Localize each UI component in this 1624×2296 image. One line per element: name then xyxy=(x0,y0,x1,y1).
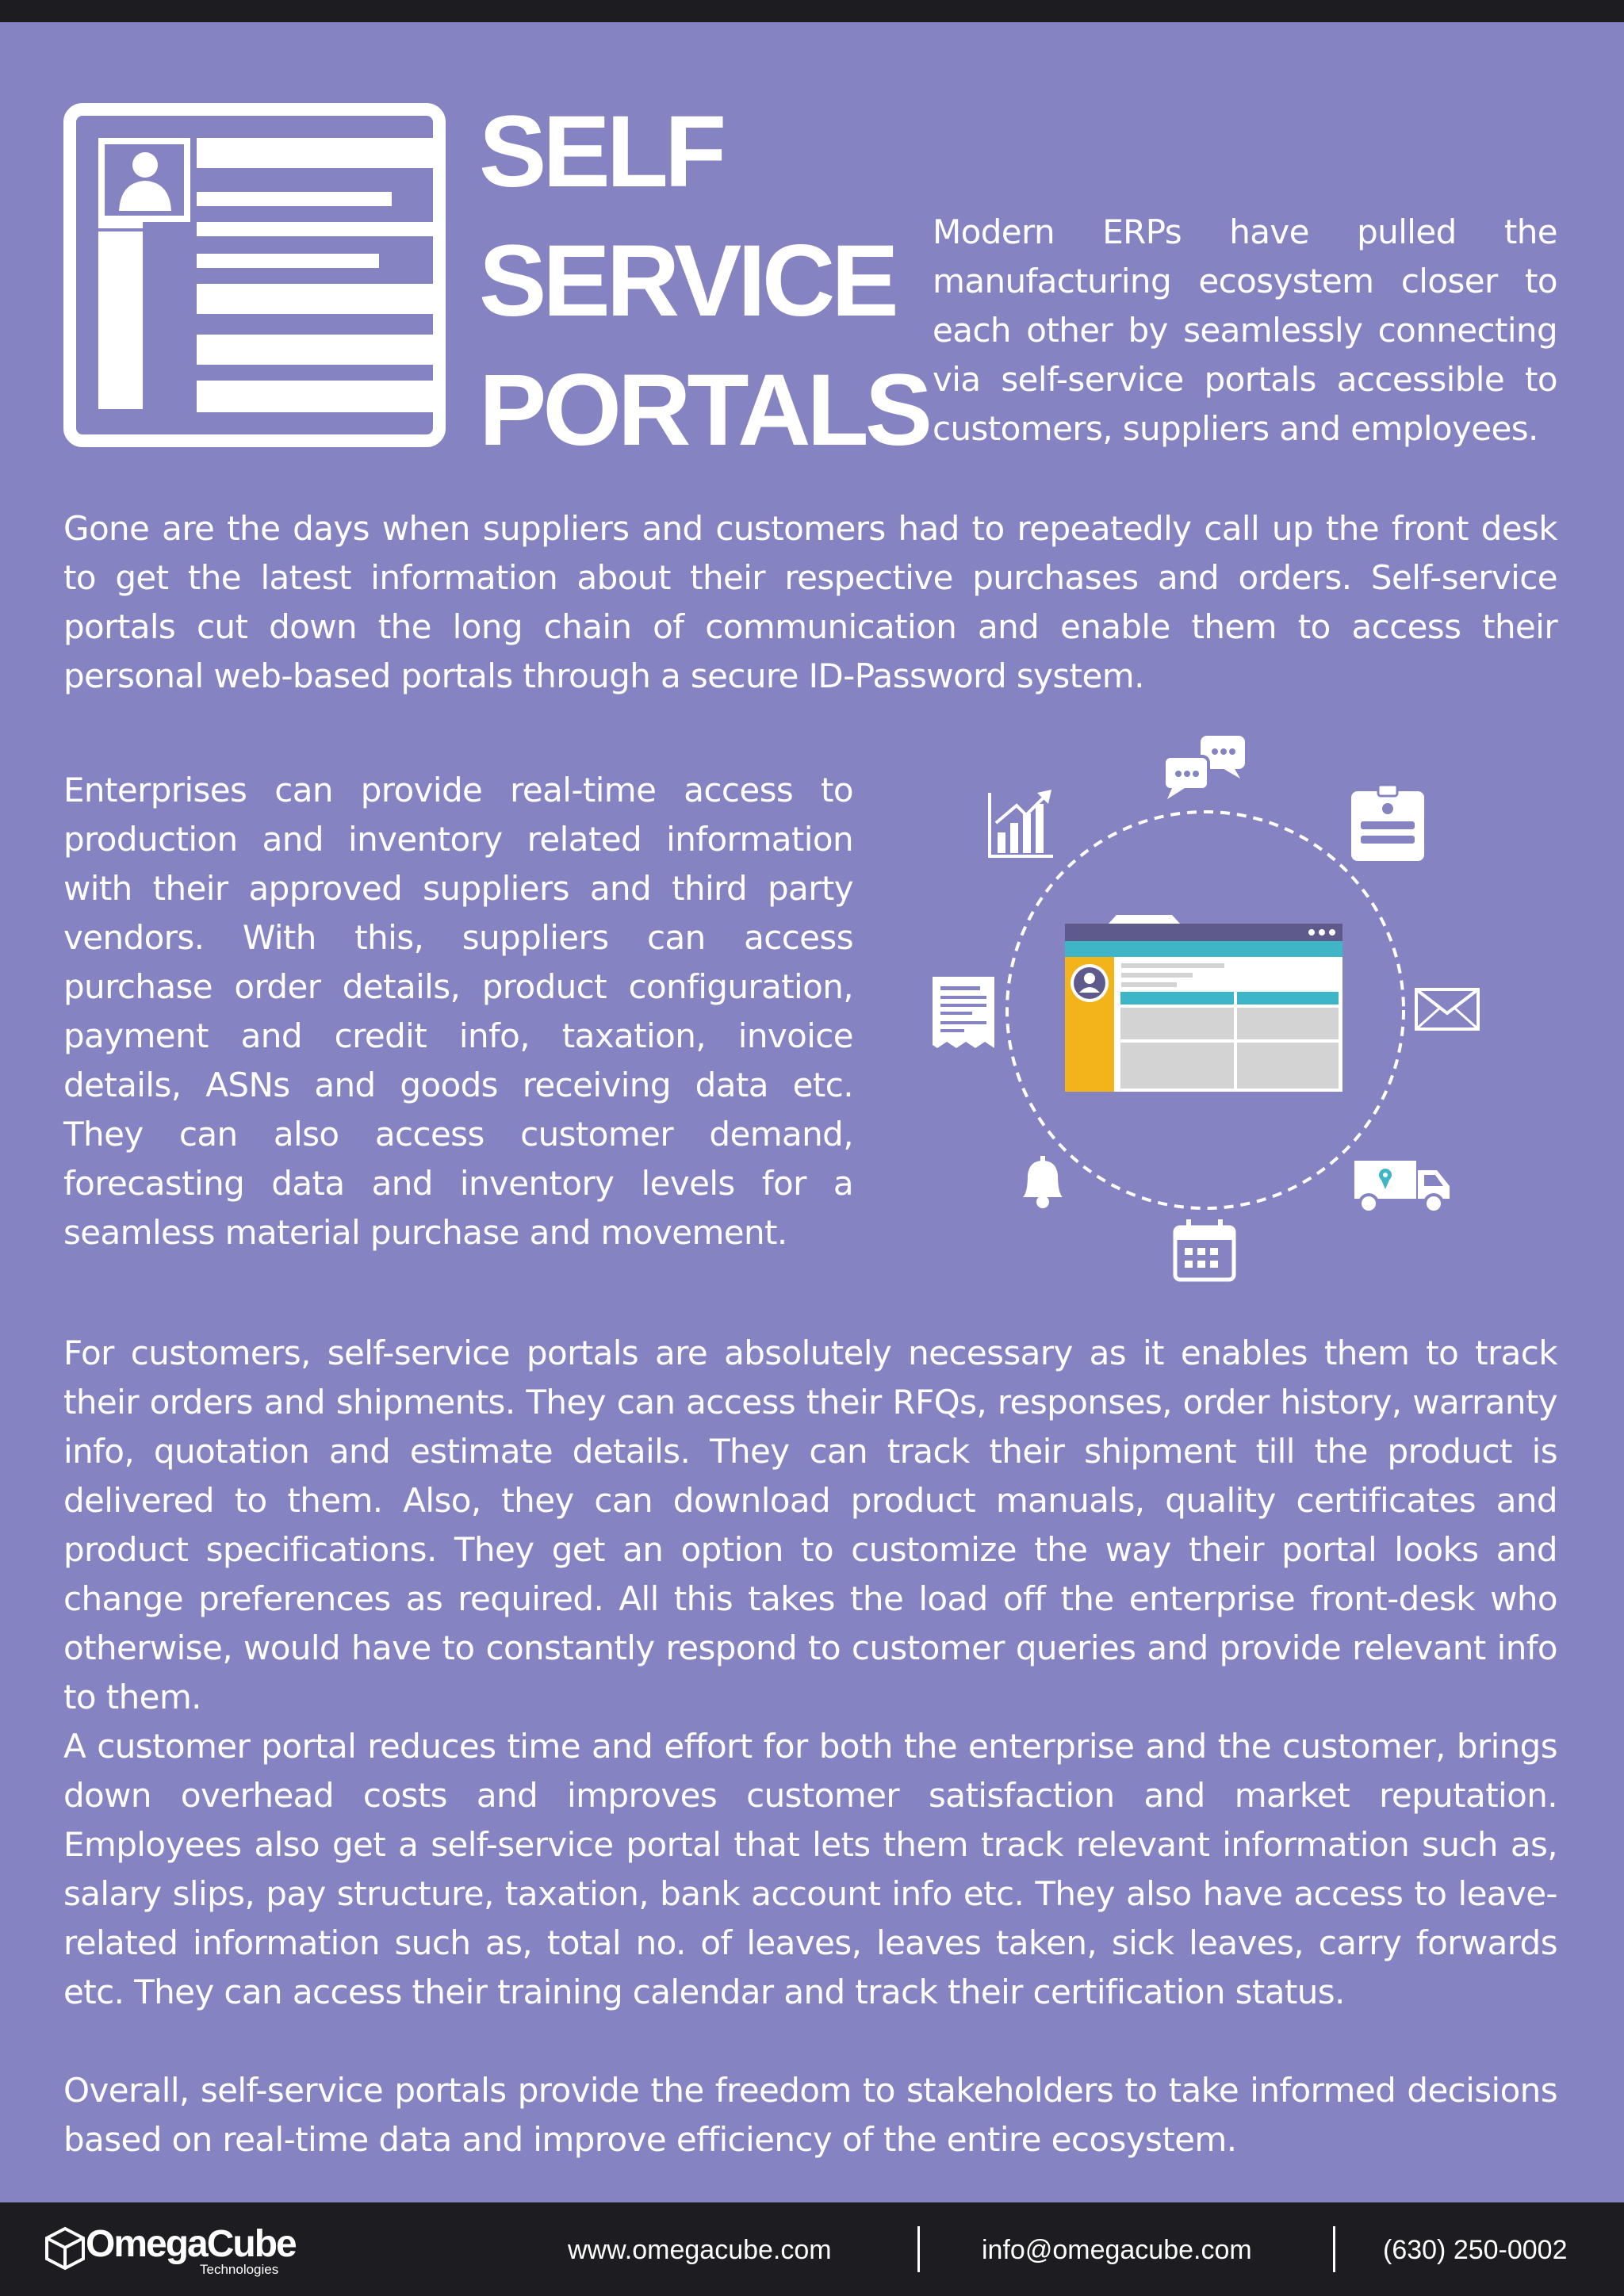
cube-logo-icon xyxy=(44,2226,86,2271)
browser-window-icon xyxy=(1065,915,1342,1092)
intro-paragraph: Modern ERPs have pulled the manufacturing ecosystem closer to each other by seamlessly connecting via self-service portals accessible to customers, suppliers and employees. xyxy=(933,212,1557,448)
page-title xyxy=(479,87,929,475)
footer-divider xyxy=(1333,2226,1335,2272)
company-logo-subtitle: Technologies xyxy=(200,2262,279,2277)
website-link[interactable]: www.omegacube.com xyxy=(568,2235,832,2265)
calendar-icon xyxy=(1175,1219,1234,1280)
body-paragraph: Enterprises can provide real-time access to production and inventory related information with their approved suppliers and third party vendors. With this, suppliers can access purchase order details, product configuration, payment and credit info, taxation, invoice details, ASNs and goods receiving data etc. They can also access customer demand, forecasting data and inventory levels for a seamless material purchase and movement. xyxy=(63,771,853,1252)
title-line: PORTALS xyxy=(479,354,929,467)
title-line: SELF xyxy=(479,95,723,209)
body-paragraph: Gone are the days when suppliers and customers had to repeatedly call up the front desk to get the latest information about their respective purchases and orders. Self-service portals cut down the long chain of communication and enable them to access their personal web-based portals through a secure ID-Password system. xyxy=(63,509,1557,695)
body-paragraph: Overall, self-service portals provide the freedom to stakeholders to take informed decisions based on real-time data and improve efficiency of the entire ecosystem. xyxy=(63,2071,1557,2159)
phone-number[interactable]: (630) 250-0002 xyxy=(1383,2235,1568,2265)
portal-illustration xyxy=(920,721,1491,1292)
company-logo-text: OmegaCube xyxy=(86,2223,296,2265)
chart-growth-icon xyxy=(990,790,1053,856)
invoice-icon xyxy=(933,977,994,1048)
id-card-icon xyxy=(1351,785,1424,861)
bell-icon xyxy=(1023,1156,1063,1208)
document-profile-icon xyxy=(63,103,446,447)
envelope-icon xyxy=(1416,989,1478,1029)
title-line: SERVICE xyxy=(479,224,895,338)
body-paragraph: A customer portal reduces time and effort for both the enterprise and the customer, brings down overhead costs and improves customer satisfaction and market reputation. Employees also get a self-service portal that lets them track relevant information such as, salary slips, pay structure, taxation, bank account info etc. They also have access to leave-related information such as, total no. of leaves, leaves taken, sick leaves, carry forwards etc. They can access their training calendar and track their certification status. xyxy=(63,1727,1557,2011)
top-bar xyxy=(0,0,1624,22)
email-link[interactable]: info@omegacube.com xyxy=(982,2235,1252,2265)
footer xyxy=(0,2202,1624,2296)
footer-divider xyxy=(917,2226,920,2272)
body-paragraph: For customers, self-service portals are absolutely necessary as it enables them to track their orders and shipments. They can access their RFQs, responses, order history, warranty info, quotation and estimate details. They can track their shipment till the product is delivered to them. Also, they can download product manuals, quality certificates and product specifications. They get an option to customize the way their portal looks and change preferences as required. All this takes the load off the enterprise front-desk who otherwise, would have to constantly respond to customer queries and provide relevant info to them. xyxy=(63,1334,1557,1716)
chat-bubbles-icon xyxy=(1164,736,1245,799)
delivery-truck-icon xyxy=(1354,1161,1450,1212)
